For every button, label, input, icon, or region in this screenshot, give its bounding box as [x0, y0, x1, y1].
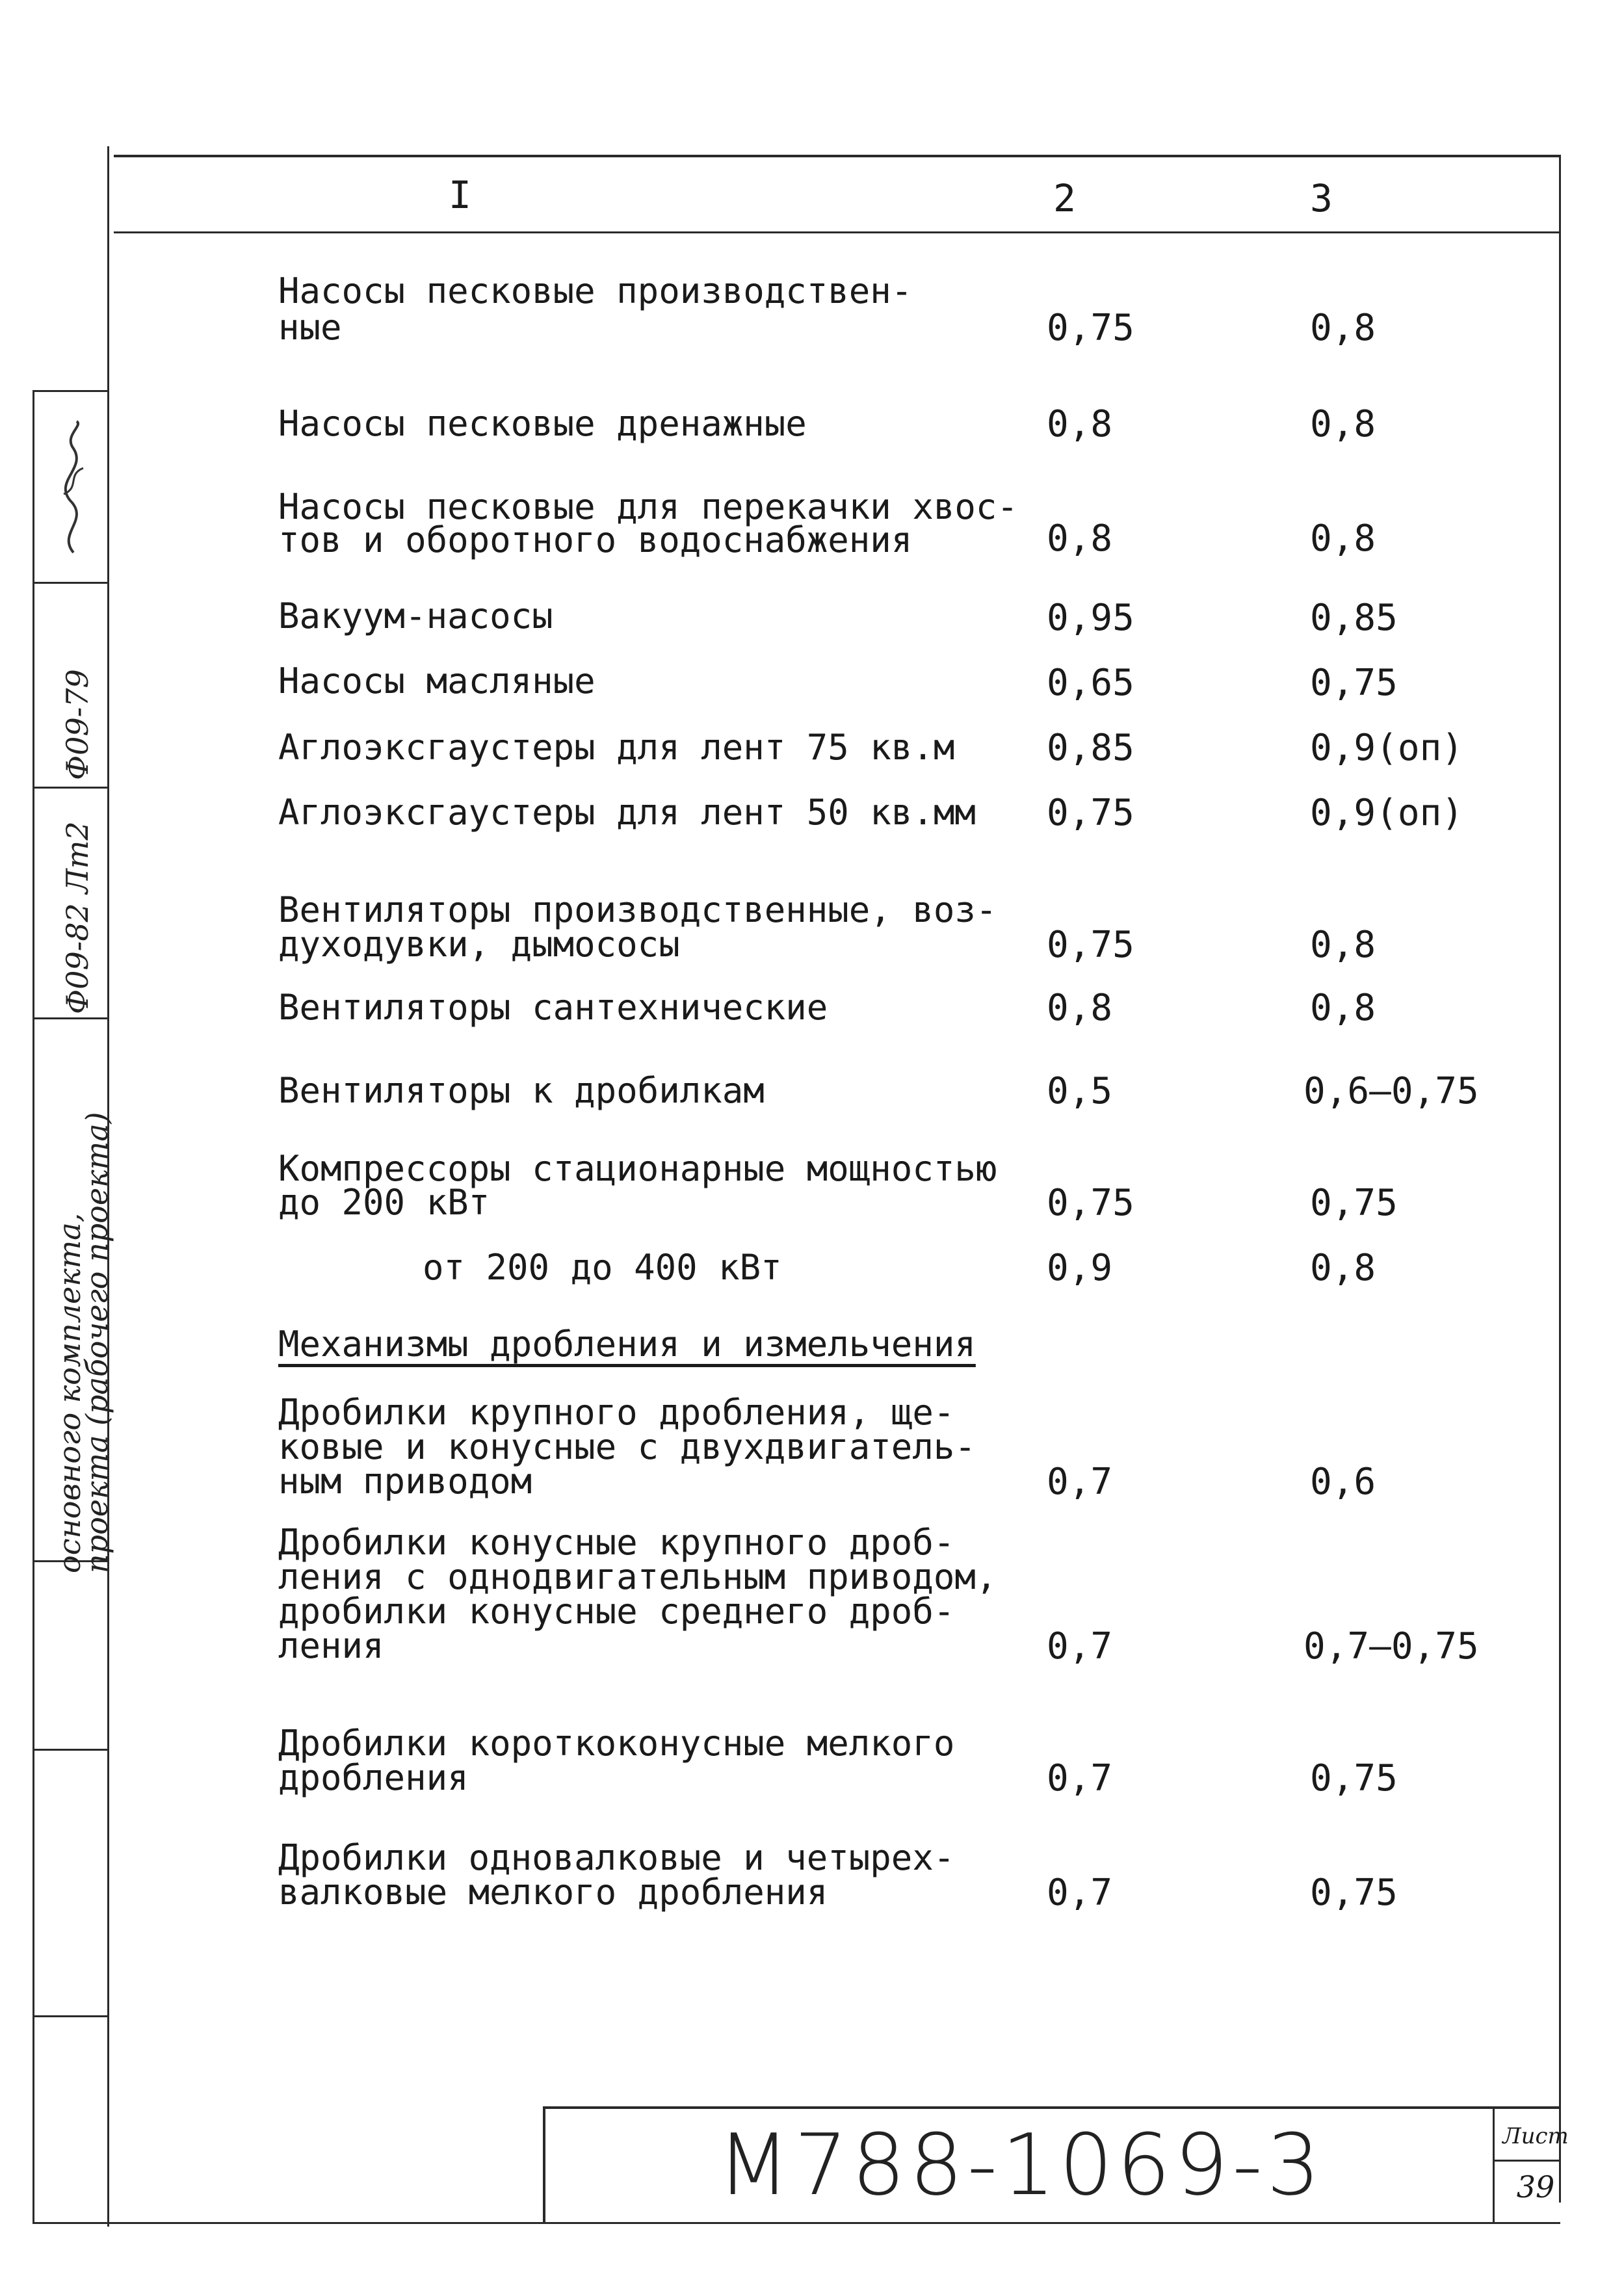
- row-name-line: Аглоэксгаустеры для лент 50 кв.мм: [278, 792, 976, 833]
- row-value-col3: 0,75: [1310, 1182, 1398, 1224]
- row-value-col2: 0,75: [1047, 1182, 1134, 1224]
- row-value-col2: 0,95: [1047, 597, 1134, 639]
- sheet-number: 39: [1516, 2169, 1555, 2204]
- row-name-line: Насосы песковые дренажные: [278, 403, 807, 444]
- row-value-col3: 0,9(оп): [1310, 727, 1464, 769]
- row-value-col3: 0,85: [1310, 597, 1398, 639]
- row-name-line: духодувки, дымососы: [278, 924, 680, 965]
- row-name-line: ления с однодвигательным приводом,: [278, 1556, 997, 1597]
- column-header-3: 3: [1310, 176, 1333, 220]
- row-name-line: Вентиляторы к дробилкам: [278, 1070, 765, 1111]
- stamp-sheet-hline: [1493, 2160, 1560, 2162]
- row-name-line: Дробилки короткоконусные мелкого: [278, 1723, 955, 1764]
- stamp-top-border: [543, 2106, 1561, 2109]
- row-value-col3: 0,75: [1310, 1757, 1398, 1799]
- stamp-left-border: [543, 2106, 545, 2223]
- row-value-col3: 0,8: [1310, 987, 1376, 1029]
- table-top-border: [114, 155, 1560, 157]
- margin-note-2: проекта (рабочего проекта): [79, 1112, 114, 1573]
- margin-ref-1: Ф09-82 Лт2: [60, 821, 95, 1014]
- stamp-sheet-divider: [1493, 2106, 1495, 2223]
- margin-divider: [33, 582, 107, 584]
- row-value-col2: 0,75: [1047, 792, 1134, 834]
- row-value-col3: 0,8: [1310, 1247, 1376, 1289]
- row-value-col3: 0,8: [1310, 403, 1376, 445]
- row-name-line: Дробилки крупного дробления, ще-: [278, 1392, 955, 1433]
- row-value-col3: 0,75: [1310, 662, 1398, 704]
- row-value-col3: 0,8: [1310, 924, 1376, 966]
- row-name-line: Дробилки одновалковые и четырех-: [278, 1837, 955, 1878]
- row-name-line: дробилки конусные среднего дроб-: [278, 1591, 955, 1632]
- row-name-line: Насосы песковые для перекачки хвос-: [278, 486, 1018, 527]
- row-name-line: Дробилки конусные крупного дроб-: [278, 1522, 955, 1563]
- row-value-col2: 0,8: [1047, 517, 1113, 560]
- margin-divider: [33, 1749, 107, 1751]
- row-name-line: Вентиляторы сантехнические: [278, 987, 828, 1028]
- row-value-col3: 0,8: [1310, 307, 1376, 349]
- row-name-line: тов и оборотного водоснабжения: [278, 519, 913, 560]
- section-heading: Механизмы дробления и измельчения: [278, 1324, 976, 1365]
- document-code: М788-1069-3: [717, 2115, 1324, 2214]
- row-value-col3: 0,75: [1310, 1872, 1398, 1914]
- row-value-col2: 0,75: [1047, 307, 1134, 349]
- margin-note-1: основного комплекта,: [52, 1212, 87, 1573]
- row-value-col2: 0,8: [1047, 403, 1113, 445]
- row-value-col2: 0,7: [1047, 1757, 1113, 1799]
- row-name-line: ления: [278, 1625, 384, 1666]
- row-name-line: Вакуум-насосы: [278, 595, 553, 636]
- row-name-line: Компрессоры стационарные мощностью: [278, 1148, 997, 1189]
- row-name-line: Насосы песковые производствен-: [278, 270, 913, 311]
- row-value-col3: 0,7–0,75: [1303, 1625, 1479, 1668]
- row-name-line: Аглоэксгаустеры для лент 75 кв.м: [278, 727, 955, 768]
- column-header-2: 2: [1053, 176, 1076, 220]
- row-name-line: Вентиляторы производственные, воз-: [278, 889, 997, 930]
- margin-signature-icon: [51, 416, 96, 559]
- margin-divider: [33, 2015, 107, 2017]
- table-right-border: [1559, 155, 1561, 2203]
- margin-ref-2: Ф09-79: [60, 669, 95, 780]
- row-value-col3: 0,6: [1310, 1461, 1376, 1503]
- margin-column-left: [33, 390, 34, 2222]
- row-name-line: ковые и конусные с двухдвигатель-: [278, 1426, 976, 1467]
- row-name-line: валковые мелкого дробления: [278, 1872, 828, 1913]
- row-name-line: ным приводом: [278, 1461, 532, 1502]
- margin-divider: [33, 787, 107, 789]
- row-value-col2: 0,7: [1047, 1872, 1113, 1914]
- row-name-line: дробления: [278, 1757, 469, 1798]
- row-name-line: Насосы масляные: [278, 661, 596, 701]
- row-name-line: ные: [278, 307, 342, 348]
- row-value-col2: 0,85: [1047, 727, 1134, 769]
- row-value-col2: 0,7: [1047, 1625, 1113, 1668]
- column-header-1: I: [449, 173, 471, 217]
- row-name-line: до 200 кВт: [278, 1182, 490, 1223]
- margin-divider: [33, 390, 107, 392]
- row-value-col2: 0,7: [1047, 1461, 1113, 1503]
- row-value-col3: 0,8: [1310, 517, 1376, 560]
- row-value-col2: 0,65: [1047, 662, 1134, 704]
- row-value-col3: 0,9(оп): [1310, 792, 1464, 834]
- row-value-col3: 0,6–0,75: [1303, 1070, 1479, 1112]
- row-value-col2: 0,8: [1047, 987, 1113, 1029]
- header-bottom-border: [114, 231, 1560, 233]
- page-bottom-border: [33, 2222, 1560, 2224]
- margin-divider: [33, 1017, 107, 1019]
- row-value-col2: 0,75: [1047, 924, 1134, 966]
- sheet-label: Лист: [1502, 2123, 1569, 2149]
- row-value-col2: 0,9: [1047, 1247, 1113, 1289]
- row-value-col2: 0,5: [1047, 1070, 1113, 1112]
- row-name-line: от 200 до 400 кВт: [423, 1247, 782, 1288]
